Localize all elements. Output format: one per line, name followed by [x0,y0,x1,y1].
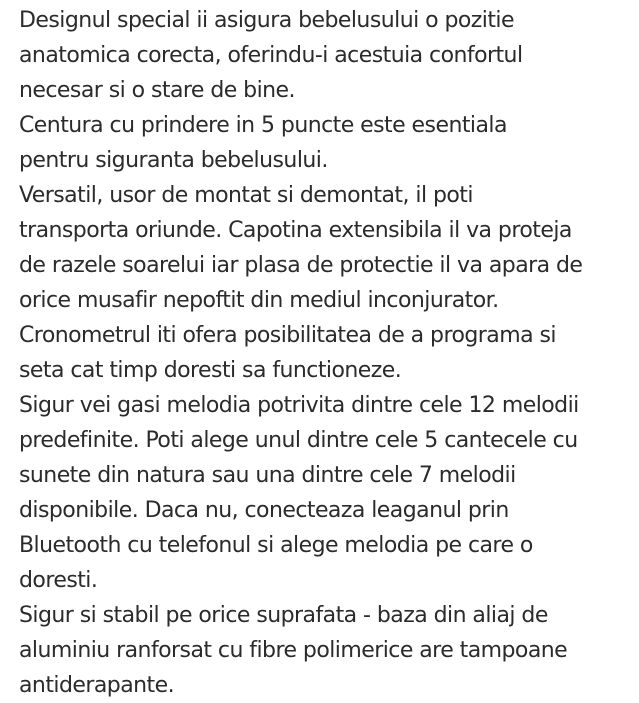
text-line: sunete din natura sau una dintre cele 7 melodii [19,463,516,488]
text-line: disponibile. Daca nu, conecteaza leaganul prin [19,498,509,523]
text-line: Centura cu prindere in 5 puncte este esentiala [19,113,507,138]
product-description [19,3,634,703]
text-line: predefinite. Poti alege unul dintre cele 5 cantecele cu [19,428,578,453]
paragraph-timer [19,318,634,388]
paragraph-melodies [19,388,634,598]
text-line: antiderapante. [19,673,175,698]
text-line: orice musafir nepoftit din mediul inconjurator. [19,288,499,313]
text-line: aluminiu ranforsat cu fibre polimerice are tampoane [19,638,568,663]
text-line: necesar si o stare de bine. [19,78,295,103]
text-line: Cronometrul iti ofera posibilitatea de a programa si [19,323,556,348]
text-line: Versatil, usor de montat si demontat, il poti [19,183,473,208]
text-line: seta cat timp doresti sa functioneze. [19,358,402,383]
text-line: de razele soarelui iar plasa de protectie il va apara de [19,253,583,278]
text-line: Designul special ii asigura bebelusului o pozitie [19,8,514,33]
text-line: doresti. [19,568,98,593]
text-line: Sigur vei gasi melodia potrivita dintre cele 12 melodii [19,393,579,418]
text-line: anatomica corecta, oferindu-i acestuia confortul [19,43,523,68]
text-line: transporta oriunde. Capotina extensibila il va proteja [19,218,572,243]
paragraph-versatility [19,178,634,318]
text-line: pentru siguranta bebelusului. [19,148,328,173]
paragraph-safety-belt [19,108,634,178]
paragraph-design [19,3,634,108]
text-line: Sigur si stabil pe orice suprafata - baza din aliaj de [19,603,548,628]
text-line: Bluetooth cu telefonul si alege melodia pe care o [19,533,533,558]
paragraph-stability [19,598,634,703]
